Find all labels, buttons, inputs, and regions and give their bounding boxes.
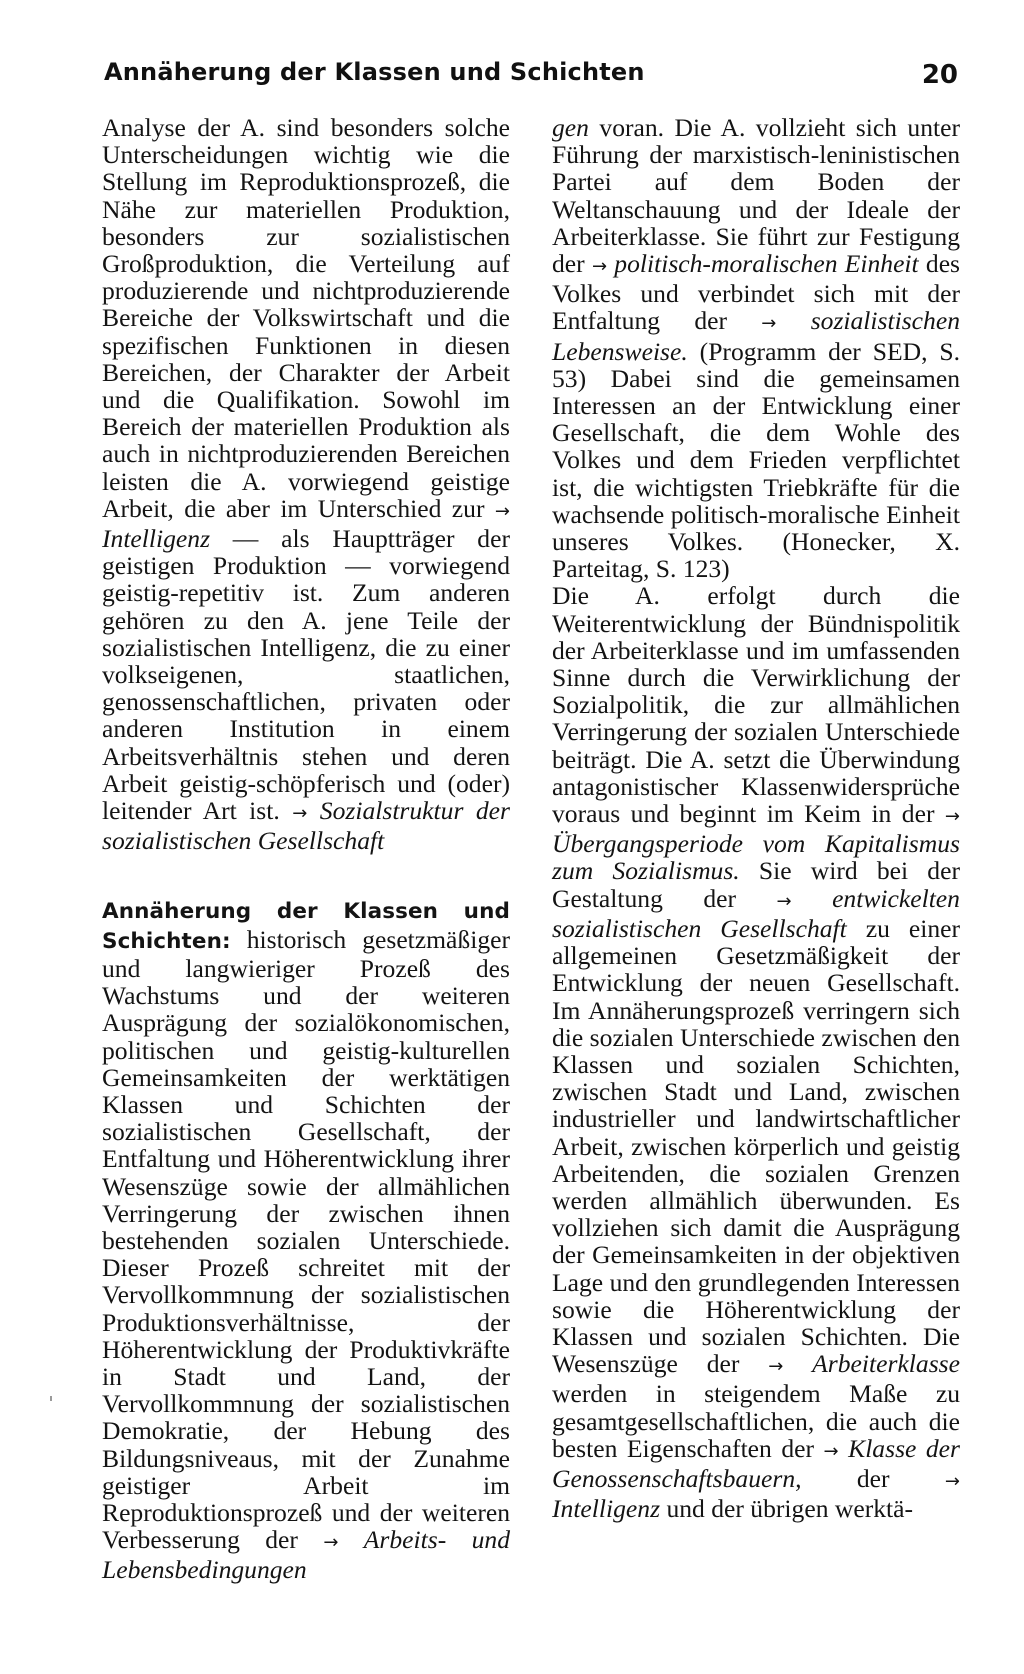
cross-reference-link[interactable]: Sozialstruktur der sozialistischen Gesellschaft <box>102 796 510 856</box>
running-head: Annäherung der Klassen und Schichten <box>104 58 645 86</box>
cross-reference-link[interactable]: Intelligenz <box>552 1494 661 1524</box>
cross-reference-arrow-icon: → <box>323 1532 339 1554</box>
cross-reference-link: gen <box>552 113 589 142</box>
scan-artifact <box>50 1396 52 1401</box>
cross-reference-link[interactable]: sozialistischen Lebensweise. <box>552 306 960 366</box>
right-column <box>552 114 960 1522</box>
cross-reference-arrow-icon: → <box>823 1440 839 1462</box>
body-text: (Programm der SED, S. 53) Dabei sind die gemeinsamen Interessen an der Entwicklung einer Gesellschaft, die dem Wohle des Volkes und dem Frieden verpflichtet ist, die wichtigsten Triebkräfte für die wachsende politisch-moralische Einheit unseres Volkes. (Honecker, X. Parteitag, S. 123) <box>552 336 960 584</box>
cross-reference-arrow-icon: → <box>494 500 511 522</box>
cross-reference-link[interactable]: Klasse der Genossenschaftsbauern, <box>552 1433 960 1493</box>
cross-reference-link[interactable]: Übergangsperiode vom Kapitalismus zum Sozialismus. <box>552 829 960 886</box>
entry-paragraph <box>552 582 960 1522</box>
cross-reference-link[interactable]: Arbeiterklasse <box>812 1349 960 1379</box>
body-text: historisch gesetzmäßiger und langwieriger Prozeß des Wachstums und der weiteren Ausprägung der sozialökonomischen, politischen und geistig-kulturellen Gemeinsamkeiten der werktätigen Klassen und Schichten der sozialistischen Gesellschaft, der Entfaltung und Höherentwicklung ihrer Wesenszüge sowie der allmählichen Verringerung der zwischen ihnen bestehenden sozialen Unterschiede. Dieser Prozeß schreitet mit der Vervollkommnung der sozialistischen Produktionsverhältnisse, der Höherentwicklung der Produktivkräfte in Stadt und Land, der Vervollkommnung der sozialistischen Demokratie, der Hebung des Bildungsniveaus, mit der Zunahme geistiger Arbeit im Reproduktionsprozeß und der weiteren Verbesserung der <box>102 924 510 1555</box>
body-text: der <box>801 1463 890 1493</box>
body-text: des Volkes und verbindet sich mit der Entfaltung der <box>552 249 961 336</box>
cross-reference-arrow-icon: → <box>292 803 308 825</box>
cross-reference-link[interactable]: Arbeits- und Lebensbedingungen <box>102 1525 510 1585</box>
cross-reference-arrow-icon: → <box>768 1356 784 1378</box>
cross-reference-link[interactable]: Intelligenz <box>102 524 211 554</box>
body-text: Die A. erfolgt durch die Weiterentwicklung der Bündnispolitik der Arbeiterklasse und im umfassenden Sinne durch die Verwirklichung der Sozialpolitik, die zur allmählichen Verringerung der sozialen Unterschiede beiträgt. Die A. setzt die Überwindung antagonistischer Klassenwidersprüche voraus und beginnt im Keim in der <box>552 581 960 829</box>
entry-continuation <box>552 114 960 582</box>
dictionary-entry <box>102 896 510 1583</box>
entry-continuation <box>102 114 510 854</box>
body-text: werden in steigendem Maße zu gesamtgesellschaftlichen, die auch die besten Eigenschaften der <box>552 1379 960 1463</box>
body-text: — als Hauptträger der geistigen Produktion — vorwiegend geistig-repetitiv ist. Zum anderen gehören zu den A. jene Teile der sozialistischen Intelligenz, die zu einer volkseigenen, staatlichen, genossenschaftlichen, privaten oder anderen Institution in einem Arbeitsverhältnis stehen und deren Arbeit geistig-schöpferisch und (oder) leitender Art ist. <box>102 524 510 826</box>
body-text: und der übrigen werktä- <box>660 1494 914 1524</box>
cross-reference-link[interactable]: entwickelten sozialistischen Gesellschaft <box>552 883 960 943</box>
cross-reference-arrow-icon: → <box>944 1470 960 1492</box>
cross-reference-arrow-icon: → <box>944 806 960 828</box>
body-text: Analyse der A. sind besonders solche Unterscheidungen wichtig wie die Stellung im Reproduktionsprozeß, die Nähe zur materiellen Produktion, besonders zur sozialistischen Großproduktion, die Verteilung auf produzierende und nichtproduzierende Bereiche der Volkswirtschaft und die spezifischen Funktionen in diesen Bereichen, der Charakter der Arbeit und die Qualifikation. Sowohl im Bereich der materiellen Produktion als auch in nichtproduzierenden Bereichen leisten die A. vorwiegend geistige Arbeit, die aber im Unterschied zur <box>102 113 510 523</box>
page-number: 20 <box>921 60 958 90</box>
entry-headword: Annäherung der Klassen und Schichten: <box>102 899 510 954</box>
cross-reference-arrow-icon: → <box>761 313 777 335</box>
body-text: zu einer allgemeinen Gesetzmäßigkeit der Entwicklung der neuen Gesellschaft. Im Annäherungsprozeß verringern sich die sozialen Unterschiede zwischen den Klassen und sozialen Schichten, zwischen Stadt und Land, zwischen industrieller und landwirtschaftlicher Arbeit, zwischen körperlich und geistig Arbeitenden, die sozialen Grenzen werden allmählich überwunden. Es vollziehen sich damit die Ausprägung der Gemeinsamkeiten in der objektiven Lage und den grundlegenden Interessen sowie die Höherentwicklung der Klassen und sozialen Schichten. Die Wesenszüge der <box>552 913 960 1379</box>
cross-reference-link[interactable]: politisch-moralischen Einheit <box>614 249 919 279</box>
body-text: voran. Die A. vollzieht sich unter Führung der marxistisch-leninistischen Partei auf dem Boden der Weltanschauung und der Ideale der Arbeiterklasse. Sie führt zur Festigung der <box>552 113 960 279</box>
left-column <box>102 114 510 1584</box>
cross-reference-arrow-icon: → <box>591 256 608 278</box>
body-text: Sie wird bei der Gestaltung der <box>552 856 960 913</box>
cross-reference-arrow-icon: → <box>776 890 792 912</box>
